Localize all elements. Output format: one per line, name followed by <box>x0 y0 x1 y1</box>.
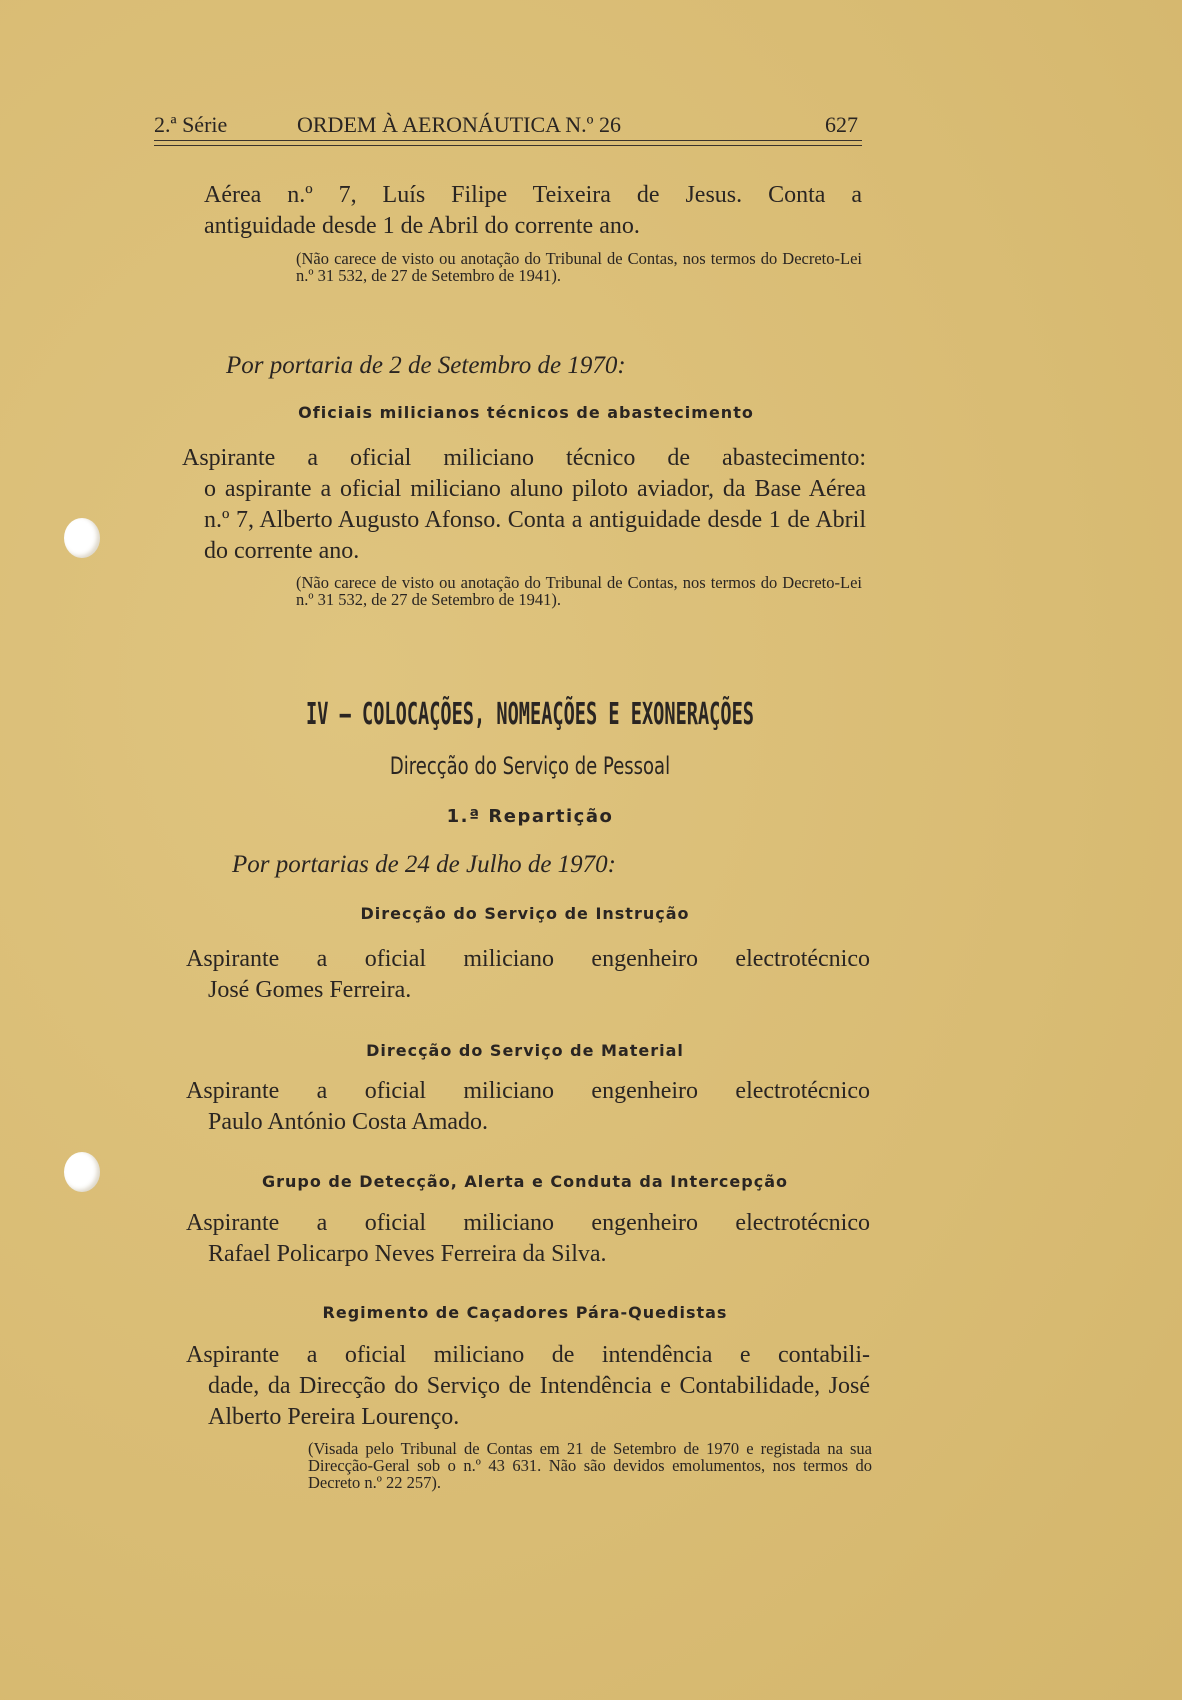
portarias-heading: Por portarias de 24 de Julho de 1970: <box>232 851 616 878</box>
entry-body <box>186 944 870 1006</box>
header-serie: 2.ª Série <box>154 112 228 137</box>
final-note: (Visada pelo Tribunal de Contas em 21 de Setembro de 1970 e registada na sua Direcção-Geral sob o n.º 43 631. Não são devidos emolumentos, nos termos do Decreto n.º 22 257). <box>308 1439 872 1492</box>
entry-line: Aspirante a oficial miliciano engenheiro electrotécnico <box>186 1210 870 1236</box>
entry-body-rest: dade, da Direcção do Serviço de Intendência e Contabilidade, José Alberto Pereira Lourenço. <box>208 1373 870 1430</box>
portaria-heading: Por portaria de 2 de Setembro de 1970: <box>226 352 626 379</box>
entry-line: Aspirante a oficial miliciano engenheiro electrotécnico <box>186 1078 870 1104</box>
entry-name: Rafael Policarpo Neves Ferreira da Silva. <box>208 1241 607 1267</box>
punch-hole-top <box>64 518 100 558</box>
reparticao-heading: 1.ª Repartição <box>446 806 614 827</box>
note-block1: (Não carece de visto ou anotação do Tribunal de Contas, nos termos do Decreto-Lei n.º 31 532, de 27 de Setembro de 1941). <box>296 249 862 285</box>
paragraph-body: o aspirante a oficial miliciano aluno piloto aviador, da Base Aérea n.º 7, Alberto Augusto Afonso. Conta a antiguidade desde 1 de Abril do corrente ano. <box>204 476 866 564</box>
paragraph-line: Aérea n.º 7, Luís Filipe Teixeira de Jesus. Conta a <box>204 182 862 208</box>
entry-body <box>186 1208 870 1270</box>
entry-name: José Gomes Ferreira. <box>208 977 412 1003</box>
entry-body <box>186 1076 870 1138</box>
department-heading: Direcção do Serviço de Pessoal <box>389 752 671 780</box>
header-title: ORDEM À AERONÁUTICA N.º 26 <box>297 112 621 137</box>
note-block2: (Não carece de visto ou anotação do Tribunal de Contas, nos termos do Decreto-Lei n.º 31 532, de 27 de Setembro de 1941). <box>296 573 862 609</box>
entry-heading: Grupo de Detecção, Alerta e Conduta da Intercepção <box>262 1172 788 1191</box>
paragraph-line: Aspirante a oficial miliciano técnico de abastecimento: <box>182 445 866 471</box>
entry-heading: Regimento de Caçadores Pára-Quedistas <box>322 1303 728 1322</box>
page-header <box>154 112 862 141</box>
punch-hole-bottom <box>64 1152 100 1192</box>
entry-heading: Direcção do Serviço de Instrução <box>360 904 690 923</box>
paragraph-abastecimento <box>182 443 866 567</box>
page-number: 627 <box>825 112 858 137</box>
entry-line: Aspirante a oficial miliciano engenheiro electrotécnico <box>186 946 870 972</box>
entry-line: Aspirante a oficial miliciano de intendência e contabili- <box>186 1342 870 1368</box>
paragraph-line: antiguidade desde 1 de Abril do corrente ano. <box>204 213 640 239</box>
section-subheading: Oficiais milicianos técnicos de abastecimento <box>298 403 754 422</box>
paragraph-continuation <box>204 180 862 242</box>
entry-heading: Direcção do Serviço de Material <box>366 1041 684 1060</box>
section-title: IV — COLOCAÇÕES, NOMEAÇÕES E EXONERAÇÕES <box>306 697 754 732</box>
entry-body <box>186 1340 870 1433</box>
entry-name: Paulo António Costa Amado. <box>208 1109 489 1135</box>
